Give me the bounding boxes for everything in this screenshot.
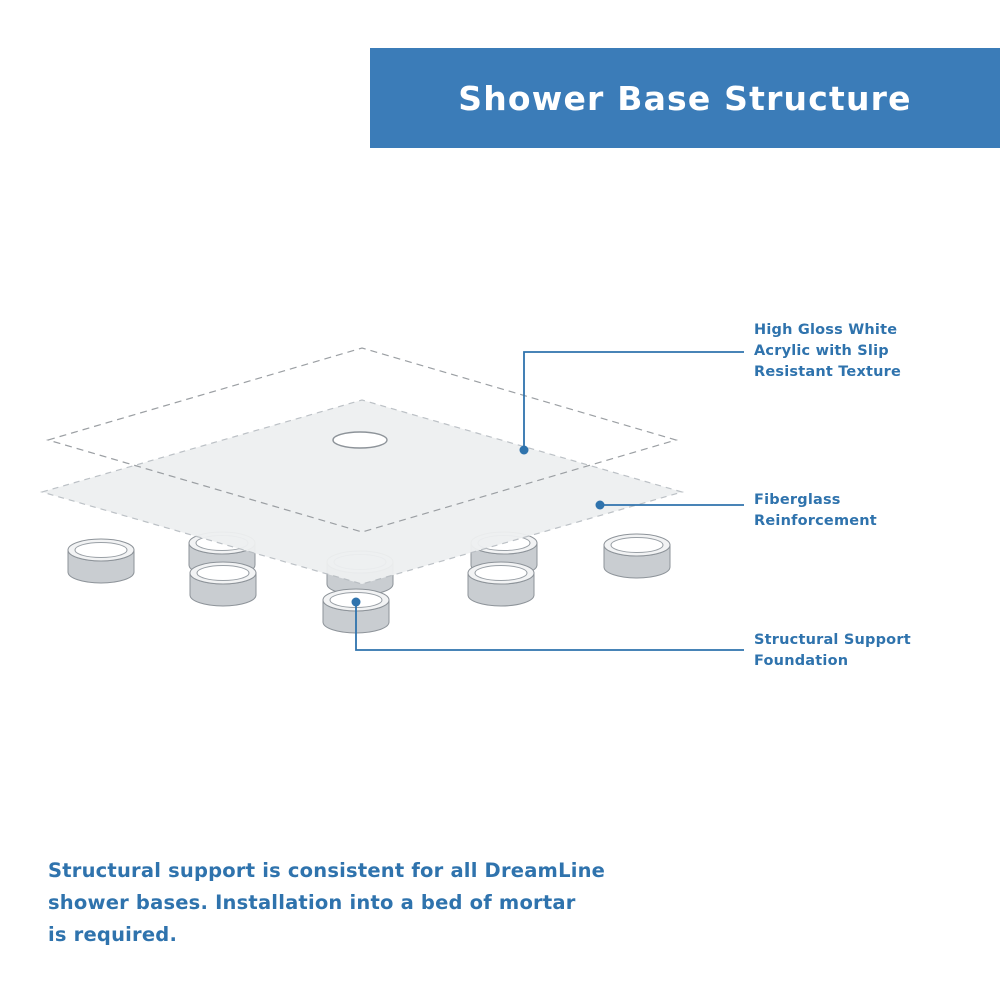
leader-dot	[352, 598, 361, 607]
footer-note	[48, 855, 688, 952]
support-ring	[604, 534, 670, 578]
callout-line: Resistant Texture	[754, 364, 902, 381]
leader-dot	[596, 501, 605, 510]
callout-label-fiberglass	[754, 490, 974, 532]
callout-line: Acrylic with Slip	[754, 343, 889, 360]
footer-note-line: is required.	[48, 923, 178, 947]
footer-note-line: shower bases. Installation into a bed of mortar	[48, 891, 576, 915]
callout-line: Foundation	[754, 653, 849, 670]
support-ring	[190, 562, 256, 606]
leader-dot	[520, 446, 529, 455]
callout-line: Structural Support	[754, 632, 911, 648]
callout-label-acrylic	[754, 320, 974, 383]
callout-line: Fiberglass	[754, 492, 841, 508]
callout-line: Reinforcement	[754, 513, 877, 530]
support-ring	[68, 539, 134, 583]
callout-line: High Gloss White	[754, 322, 898, 338]
drain-opening	[333, 432, 387, 448]
page-title: Shower Base Structure	[458, 78, 912, 118]
footer-note-line: Structural support is consistent for all DreamLine	[48, 859, 606, 882]
support-ring	[468, 562, 534, 606]
callout-label-support	[754, 630, 984, 672]
fiberglass-layer	[42, 400, 682, 584]
